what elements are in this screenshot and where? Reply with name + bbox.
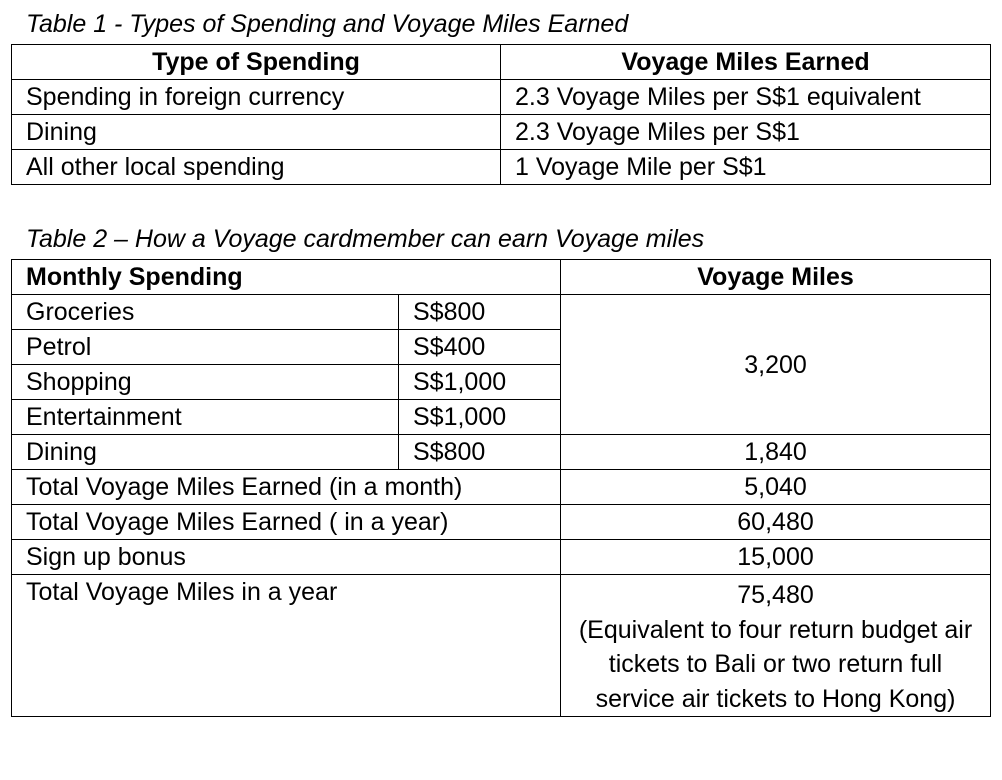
summary-label-cell: Total Voyage Miles Earned (in a month) (12, 470, 561, 505)
summary-label-cell: Sign up bonus (12, 540, 561, 575)
spending-type-cell: Spending in foreign currency (12, 80, 501, 115)
category-cell: Shopping (12, 365, 399, 400)
miles-earned-cell: 2.3 Voyage Miles per S$1 equivalent (501, 80, 991, 115)
dining-miles-cell: 1,840 (561, 435, 991, 470)
table-header-row (12, 260, 991, 295)
category-cell: Petrol (12, 330, 399, 365)
spending-type-cell: Dining (12, 115, 501, 150)
amount-cell: S$400 (399, 330, 561, 365)
table-row (12, 435, 991, 470)
header-voyage-miles-earned: Voyage Miles Earned (501, 45, 991, 80)
amount-cell: S$1,000 (399, 400, 561, 435)
table-row (12, 575, 991, 717)
summary-value-cell: 60,480 (561, 505, 991, 540)
total-miles-cell (561, 575, 991, 717)
spending-types-table (11, 44, 991, 185)
table-row (12, 470, 991, 505)
category-cell: Entertainment (12, 400, 399, 435)
table-row (12, 540, 991, 575)
table-header-row (12, 45, 991, 80)
header-type-of-spending: Type of Spending (12, 45, 501, 80)
header-voyage-miles: Voyage Miles (561, 260, 991, 295)
amount-cell: S$800 (399, 435, 561, 470)
table-row (12, 295, 991, 330)
header-monthly-spending: Monthly Spending (12, 260, 561, 295)
summary-value-cell: 5,040 (561, 470, 991, 505)
category-cell: Groceries (12, 295, 399, 330)
total-label-cell: Total Voyage Miles in a year (12, 575, 561, 717)
summary-label-cell: Total Voyage Miles Earned ( in a year) (12, 505, 561, 540)
amount-cell: S$800 (399, 295, 561, 330)
table-row (12, 115, 991, 150)
total-miles-note: (Equivalent to four return budget air tickets to Bali or two return full service air tickets to Hong Kong) (578, 615, 973, 713)
table2-caption: Table 2 – How a Voyage cardmember can earn Voyage miles (26, 225, 705, 253)
spending-type-cell: All other local spending (12, 150, 501, 185)
category-cell: Dining (12, 435, 399, 470)
miles-earned-cell: 2.3 Voyage Miles per S$1 (501, 115, 991, 150)
voyage-miles-table (11, 259, 991, 717)
summary-value-cell: 15,000 (561, 540, 991, 575)
miles-earned-cell: 1 Voyage Mile per S$1 (501, 150, 991, 185)
table-row (12, 150, 991, 185)
table-row (12, 505, 991, 540)
total-miles-value: 75,480 (737, 581, 814, 609)
table1-caption: Table 1 - Types of Spending and Voyage Miles Earned (26, 10, 629, 38)
table-row (12, 80, 991, 115)
amount-cell: S$1,000 (399, 365, 561, 400)
group-miles-cell: 3,200 (561, 295, 991, 435)
